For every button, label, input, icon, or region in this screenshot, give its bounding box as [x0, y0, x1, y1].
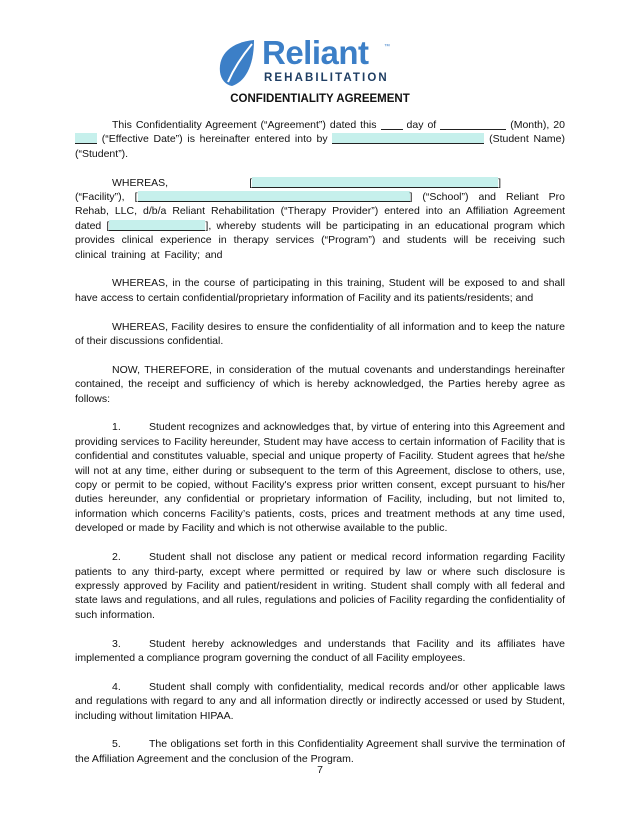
school-name-field[interactable] [138, 191, 410, 202]
intro-paragraph [75, 118, 565, 161]
paragraph: WHEREAS, in the course of participating in this training, Student will be exposed to and shall have access to certain confidential/proprietary information of Facility and its patients/residents; and [75, 277, 565, 304]
logo-tagline: REHABILITATION [264, 72, 389, 84]
clause-text: The obligations set forth in this Confidentiality Agreement shall survive the termination of the Affiliation Agreement and the conclusion of the Program. [75, 738, 565, 765]
logo-trademark: ™ [384, 44, 390, 50]
page-title: CONFIDENTIALITY AGREEMENT [230, 93, 410, 105]
clause-2 [75, 550, 565, 622]
intro-text-a: This Confidentiality Agreement (“Agreement”) dated this [112, 119, 377, 131]
clause-text: Student recognizes and acknowledges that, by virtue of entering into this Agreement and providing services to Facility hereunder, Student may have access to certain information of Facility that is confidential and constitutes valuable, special and unique property of Facility. Student agrees that he/she will not at any time, either during or subsequent to the term of this Agreement, disclose to others, use, copy or permit to be copied, without Facility's express prior written consent, except pursuant to his/her duties hereunder, any confidential or proprietary information of Facility, including, but not limited to, information which concerns Facility’s patients, costs, prices and treatment methods at any time used, developed or made by Facility and which is not otherwise available to the public. [75, 421, 565, 535]
clause-number: 4. [112, 680, 121, 693]
clause-5 [75, 737, 565, 766]
bracket-close: ] [498, 176, 502, 189]
intro-text-b: day of [406, 119, 437, 131]
paragraph: NOW, THEREFORE, in consideration of the mutual covenants and understandings hereinafter contained, the receipt and sufficiency of which is hereby acknowledged, the Parties hereby agree as follows: [75, 363, 565, 405]
clause-text: Student hereby acknowledges and understands that Facility and its affiliates have implemented a compliance program governing the conduct of all Facility employees. [75, 637, 565, 664]
clause-number: 1. [112, 421, 121, 434]
bracket-open-2: [ [134, 191, 138, 204]
reliant-logo [214, 34, 394, 88]
student-name-field[interactable] [332, 133, 484, 144]
leaf-icon [214, 38, 258, 88]
clause-1 [75, 420, 565, 535]
page-number: 7 [317, 764, 323, 776]
bracket-open: [ [249, 176, 253, 189]
clause-text: Student shall not disclose any patient or medical record information regarding Facility patients to any third-party, except where permitted or required by law or where such disclosure is expressly approved by Facility and patient/resident in writing. Student shall comply with all federal and state laws and regulations, and all rules, regulations and policies of Facility regarding the confidentiality of such information. [75, 551, 565, 621]
clause-text: Student shall comply with confidentiality, medical records and/or other applicable laws and regulations with regard to any and all information directly or indirectly accessed or used by Student, including without limitation HIPAA. [75, 680, 565, 722]
affiliation-date-field[interactable] [109, 220, 205, 231]
clause-4 [75, 680, 565, 723]
month-field[interactable] [440, 119, 506, 130]
whereas-text-f: ] (“School”) and Reliant Pro Rehab, LLC, d/b/a Reliant Rehabilitation (“Therapy Provider”) entered into an Affiliation Agreement dated [75, 191, 565, 232]
clause-number: 2. [112, 551, 121, 564]
day-field[interactable] [381, 119, 403, 130]
clause-3 [75, 637, 565, 666]
whereas-facility-paragraph [75, 176, 565, 262]
intro-text-c: (Month), 20 [510, 119, 565, 131]
paragraph: WHEREAS, Facility desires to ensure the confidentiality of all information and to keep the nature of their discussions confidential. [75, 320, 565, 348]
whereas-label: WHEREAS, [112, 176, 169, 189]
agreement-body [75, 118, 565, 781]
logo-wordmark: Reliant [262, 34, 369, 71]
intro-text-d: (“Effective Date”) is hereinafter entered into by [101, 133, 328, 146]
year-field[interactable] [75, 133, 97, 144]
bracket-open-3: [ [106, 219, 110, 232]
whereas-text-h: ], whereby students will be participating in an educational program which provides clinical experience in therapy services (“Program”) and students will be receiving such clinical training at Facility; and [75, 219, 565, 261]
intro-text-e: (Student Name) (“Student”). [75, 133, 565, 160]
clause-number: 3. [112, 637, 121, 650]
facility-term: (“Facility”), [75, 191, 125, 204]
clause-number: 5. [112, 738, 121, 751]
facility-name-field[interactable] [252, 177, 498, 188]
